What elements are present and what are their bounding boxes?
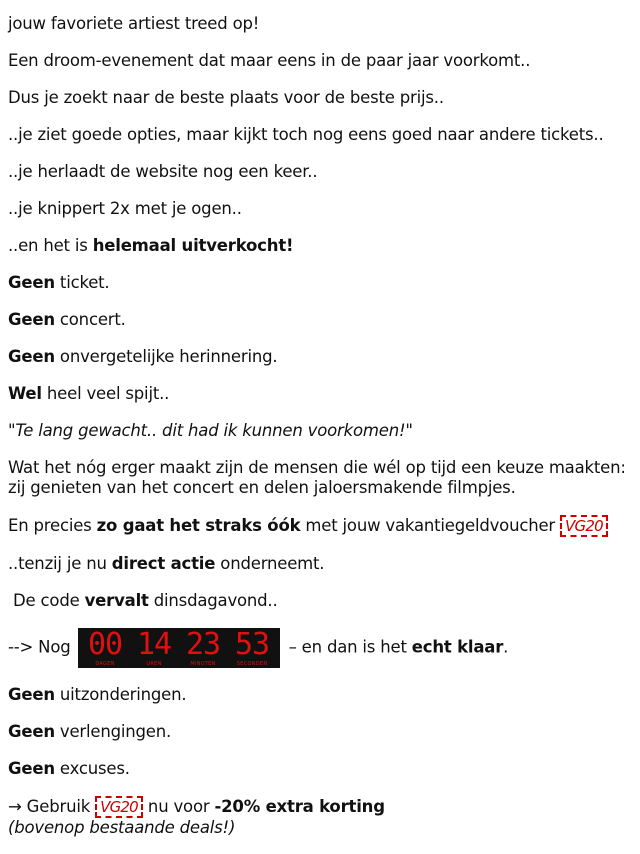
discount-mid: nu voor: [142, 797, 215, 816]
action-prefix: ..tenzij je nu: [8, 554, 112, 573]
geen-word: Geen: [8, 759, 55, 778]
sold-out-prefix: ..en het is: [8, 236, 93, 255]
others-line: Wat het nóg erger maakt zijn de mensen die wél op tijd een keuze maakten: zij genieten van het concert en delen jaloersmakende filmpjes.: [8, 458, 626, 497]
countdown-prefix: --> Nog: [8, 637, 76, 657]
expiry-prefix: De code: [8, 591, 85, 610]
no-ticket-text: ticket.: [54, 273, 110, 292]
discount-code-badge: VG20: [95, 796, 143, 818]
sold-out-emphasis: helemaal uitverkocht!: [92, 236, 294, 255]
days-label: DAGEN: [95, 661, 115, 667]
options-line: ..je ziet goede opties, maar kijkt toch nog eens goed naar andere tickets..: [8, 125, 604, 144]
minutes-value: 23: [185, 627, 221, 662]
countdown-line: [8, 628, 636, 668]
geen-word: Geen: [8, 685, 55, 704]
action-line: [8, 554, 636, 574]
no-excuses-text: excuses.: [54, 759, 130, 778]
voucher-code-badge: VG20: [560, 515, 608, 537]
countdown-days: [81, 628, 130, 668]
countdown-end: .: [503, 637, 509, 657]
no-ticket-line: [8, 273, 636, 293]
geen-word: Geen: [8, 273, 55, 292]
expiry-line: [8, 591, 636, 611]
no-extensions-line: [8, 722, 636, 742]
no-concert-text: concert.: [54, 310, 126, 329]
countdown-mid: – en dan is het: [283, 637, 412, 657]
action-text: onderneemt.: [215, 554, 325, 573]
discount-line: [8, 796, 636, 818]
voucher-emphasis: zo gaat het straks óók: [96, 516, 301, 535]
quote-text: "Te lang gewacht.. dit had ik kunnen voorkomen!": [8, 421, 413, 440]
no-excuses-line: [8, 759, 636, 779]
expiry-emphasis: vervalt: [84, 591, 149, 610]
quote-line: [8, 421, 636, 441]
intro-line: jouw favoriete artiest treed op!: [8, 14, 260, 33]
deals-note-text: (bovenop bestaande deals!): [8, 818, 236, 837]
geen-word: Geen: [8, 722, 55, 741]
countdown-minutes: [179, 628, 228, 668]
deals-note: [8, 818, 636, 838]
voucher-text: met jouw vakantiegeldvoucher: [300, 516, 561, 535]
days-value: 00: [87, 627, 123, 662]
seconds-label: SECONDEN: [236, 661, 268, 667]
regret-text: heel veel spijt..: [41, 384, 170, 403]
voucher-prefix: En precies: [8, 516, 97, 535]
discount-emphasis: -20% extra korting: [214, 797, 385, 816]
countdown-emphasis: echt klaar: [411, 637, 504, 657]
sold-out-line: [8, 236, 636, 256]
countdown-timer: [78, 628, 280, 668]
dream-event-line: Een droom-evenement dat maar eens in de paar jaar voorkomt..: [8, 51, 531, 70]
voucher-line: [8, 515, 636, 537]
no-exceptions-line: [8, 685, 636, 705]
countdown-hours: [130, 628, 179, 668]
reload-line: ..je herlaadt de website nog een keer..: [8, 162, 318, 181]
seconds-value: 53: [234, 627, 270, 662]
action-emphasis: direct actie: [111, 554, 216, 573]
no-memory-line: [8, 347, 636, 367]
search-line: Dus je zoekt naar de beste plaats voor de beste prijs..: [8, 88, 444, 107]
minutes-label: MINUTEN: [190, 661, 216, 667]
hours-value: 14: [136, 627, 172, 662]
discount-prefix: → Gebruik: [8, 797, 96, 816]
hours-label: UREN: [146, 661, 162, 667]
countdown-seconds: [228, 628, 277, 668]
no-concert-line: [8, 310, 636, 330]
expiry-text: dinsdagavond..: [148, 591, 278, 610]
blink-line: ..je knippert 2x met je ogen..: [8, 199, 242, 218]
wel-word: Wel: [8, 384, 42, 403]
no-memory-text: onvergetelijke herinnering.: [54, 347, 278, 366]
no-exceptions-text: uitzonderingen.: [54, 685, 187, 704]
geen-word: Geen: [8, 347, 55, 366]
no-extensions-text: verlengingen.: [54, 722, 172, 741]
regret-line: [8, 384, 636, 404]
geen-word: Geen: [8, 310, 55, 329]
